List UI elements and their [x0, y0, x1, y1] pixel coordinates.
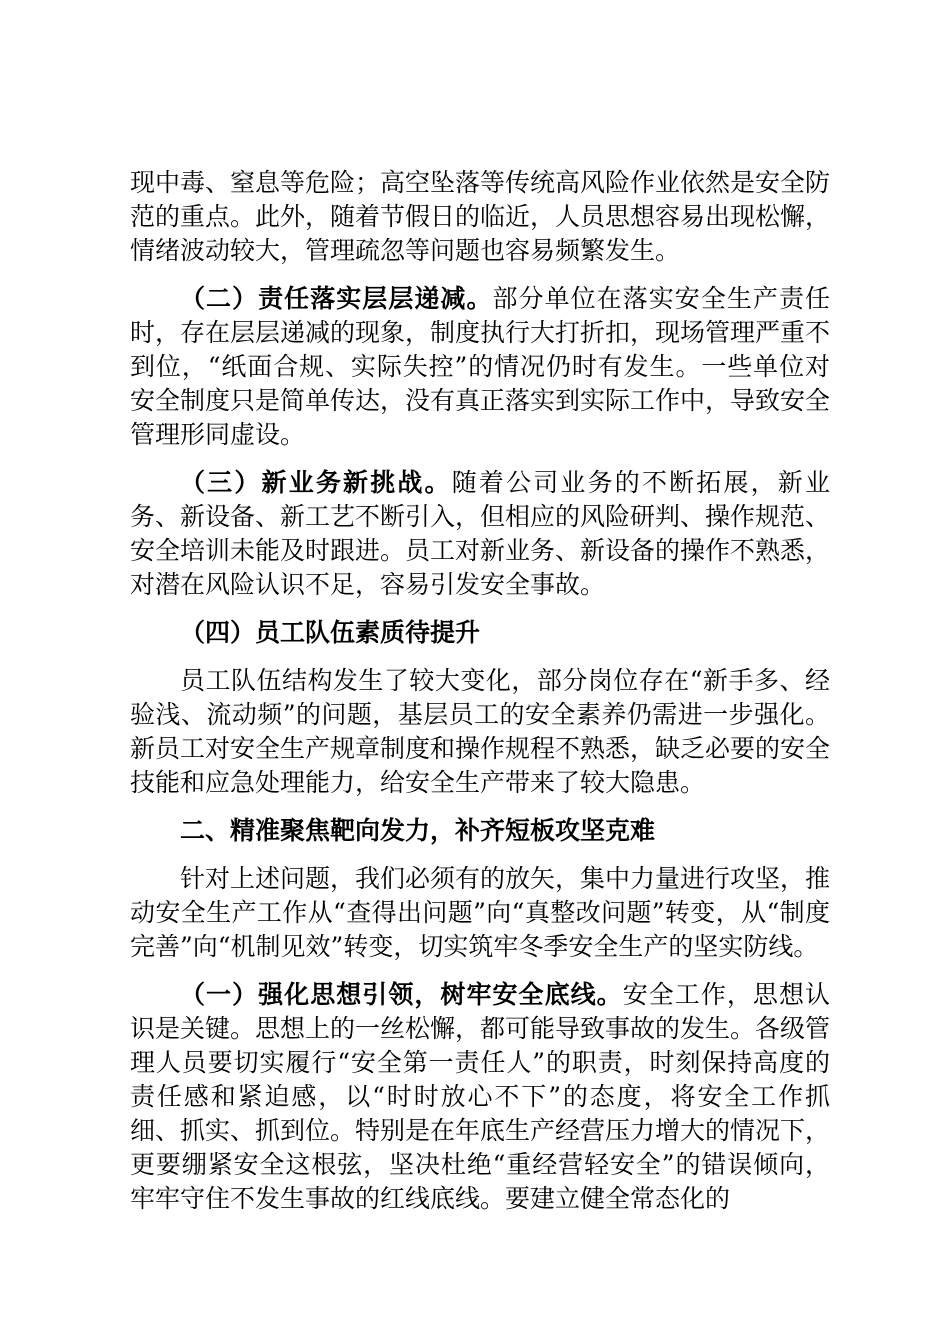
paragraph-staff: 员工队伍结构发生了较大变化，部分岗位存在“新手多、经验浅、流动频”的问题，基层员工的安全素养仍需进一步强化。新员工对安全生产规章制度和操作规程不熟悉，缺乏必要的安全技能和应急处理能力，给安全生产带来了较大隐患。: [130, 666, 831, 797]
paragraph-lead: （三）新业务新挑战。: [180, 468, 452, 497]
paragraph-new-business: [130, 466, 830, 602]
paragraph-body: 安全工作，思想认识是关键。思想上的一丝松懈，都可能导致事故的发生。各级管理人员要切实履行“安全第一责任人”的职责，时刻保持高度的责任感和紧迫感，以“时时放心不下”的态度，将安全工作抓细、抓实、抓到位。特别是在年底生产经营压力增大的情况下，更要绷紧安全这根弦，坚决杜绝“重经营轻安全”的错误倾向，牢牢守住不发生事故的红线底线。要建立健全常态化的: [130, 980, 831, 1213]
document-page: [130, 166, 830, 1230]
paragraph-responsibility: [130, 282, 830, 452]
section-heading-2: 二、精准聚焦靶向发力，补齐短板攻坚克难: [180, 816, 656, 845]
paragraph-problems: 针对上述问题，我们必须有的放矢，集中力量进行攻坚，推动安全生产工作从“查得出问题”向“真整改问题”转变，从“制度完善”向“机制见效”转变，切实筑牢冬季安全生产的坚实防线。: [130, 864, 831, 961]
subheading-staff-quality: （四）员工队伍素质待提升: [180, 618, 481, 647]
paragraph-body: 随着公司业务的不断拓展，新业务、新设备、新工艺不断引入，但相应的风险研判、操作规范、安全培训未能及时跟进。员工对新业务、新设备的操作不熟悉，对潜在风险认识不足，容易引发安全事故。: [130, 468, 831, 599]
paragraph-lead: （二）责任落实层层递减。: [180, 284, 493, 313]
paragraph-ideology: [130, 978, 830, 1216]
paragraph-continued: 现中毒、窒息等危险；高空坠落等传统高风险作业依然是安全防范的重点。此外，随着节假日的临近，人员思想容易出现松懈，情绪波动较大，管理疏忽等问题也容易频繁发生。: [130, 168, 831, 265]
paragraph-body: 部分单位在落实安全生产责任时，存在层层递减的现象，制度执行大打折扣，现场管理严重不到位，“纸面合规、实际失控”的情况仍时有发生。一些单位对安全制度只是简单传达，没有真正落实到实际工作中，导致安全管理形同虚设。: [130, 284, 831, 449]
paragraph-lead: （一）强化思想引领，树牢安全底线。: [180, 980, 623, 1009]
